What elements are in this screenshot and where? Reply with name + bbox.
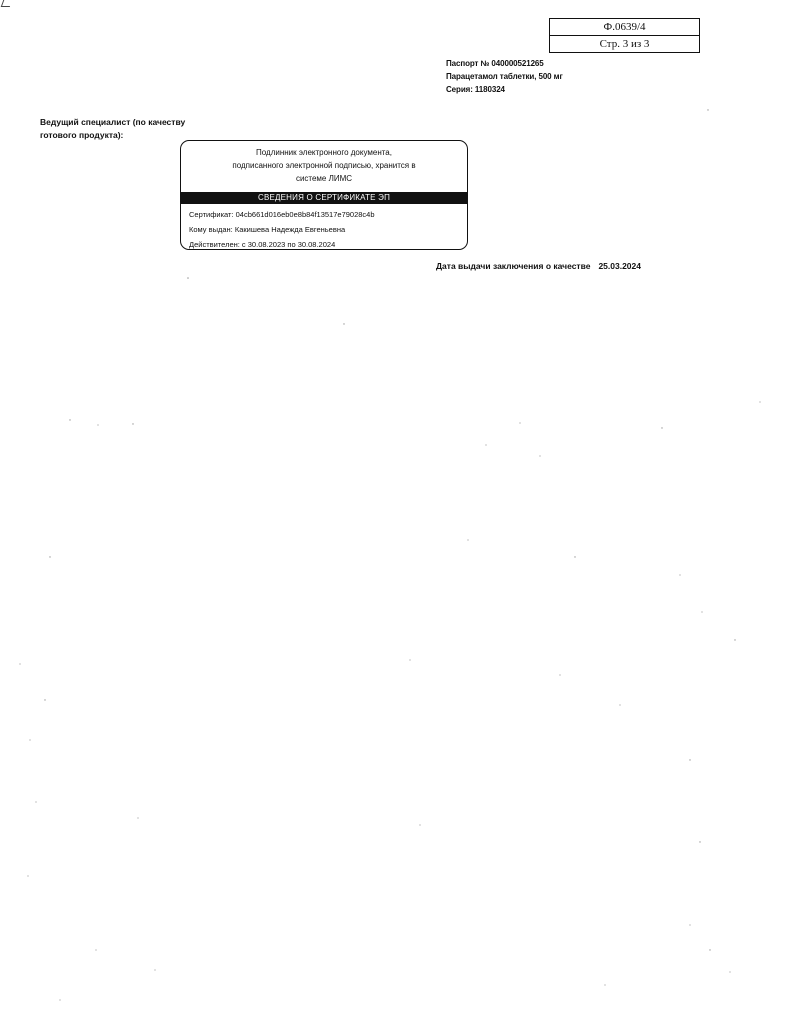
product-name: Парацетамол таблетки, 500 мг xyxy=(446,72,563,81)
specialist-label xyxy=(40,116,200,142)
passport-info xyxy=(446,57,563,96)
electronic-signature-stamp xyxy=(180,140,468,250)
form-code-box xyxy=(549,18,700,53)
scan-artifact xyxy=(1,0,13,7)
validity-period: Действителен: с 30.08.2023 по 30.08.2024 xyxy=(189,240,336,249)
stamp-line2: подписанного электронной подписью, хранится в xyxy=(232,161,416,170)
form-code: Ф.0639/4 xyxy=(603,21,646,33)
stamp-details xyxy=(181,204,467,250)
stamp-line1: Подлинник электронного документа, xyxy=(256,148,392,157)
issue-date-label: Дата выдачи заключения о качестве xyxy=(436,261,591,271)
specialist-label-line2: готового продукта): xyxy=(40,130,124,140)
stamp-header-bar: СВЕДЕНИЯ О СЕРТИФИКАТЕ ЭП xyxy=(181,192,467,204)
passport-number: Паспорт № 040000521265 xyxy=(446,59,544,68)
issue-date xyxy=(436,261,641,271)
certificate-id: Сертификат: 04cb661d016eb0e8b84f13517e79028c4b xyxy=(189,210,375,219)
issue-date-value: 25.03.2024 xyxy=(598,261,641,271)
series-number: Серия: 1180324 xyxy=(446,85,505,94)
page-number: Стр. 3 из 3 xyxy=(550,35,699,52)
stamp-header xyxy=(181,141,467,192)
stamp-line3: системе ЛИМС xyxy=(295,174,353,183)
issued-to: Кому выдан: Какишева Надежда Евгеньевна xyxy=(189,225,346,234)
specialist-label-line1: Ведущий специалист (по качеству xyxy=(40,117,186,127)
